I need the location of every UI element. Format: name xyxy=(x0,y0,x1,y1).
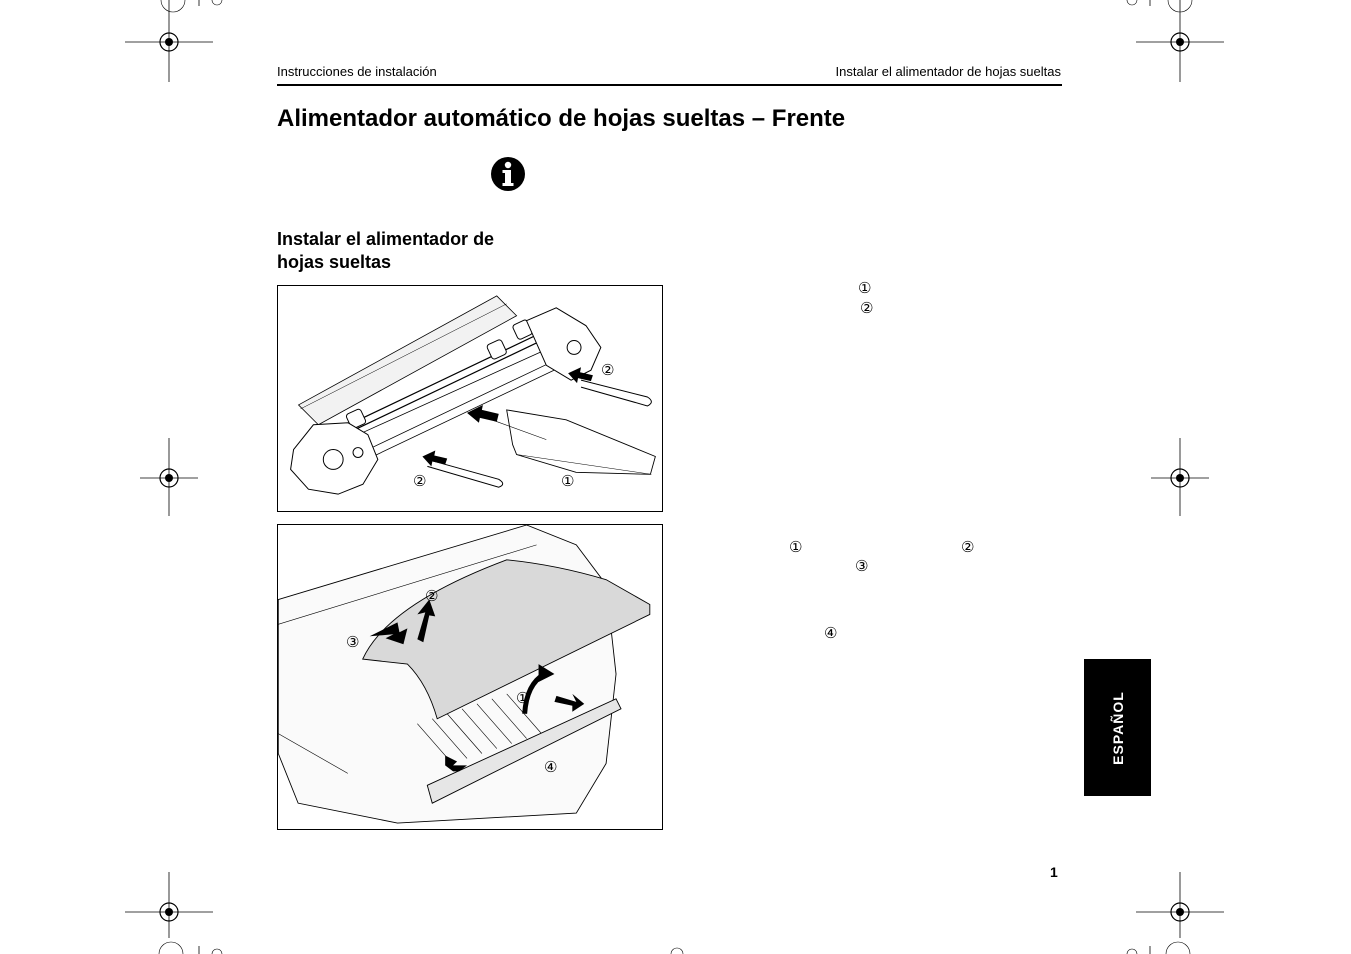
section-heading-line2: hojas sueltas xyxy=(277,252,392,272)
printer-front-illustration xyxy=(278,525,662,829)
text-marker-b2: ② xyxy=(961,539,975,556)
figure-front-cover-removal xyxy=(277,524,663,830)
figure-top-label-2-right: ② xyxy=(601,362,615,379)
registration-mark-bottom-right xyxy=(1114,872,1224,954)
figure-top-label-2-left: ② xyxy=(413,473,427,490)
text-marker-b4: ④ xyxy=(824,625,838,642)
page-number: 1 xyxy=(1050,864,1058,880)
figure-bottom-label-4: ④ xyxy=(544,759,558,776)
registration-mark-bottom-left xyxy=(125,872,235,954)
figure-bottom-label-2: ② xyxy=(425,588,439,605)
figure-top-label-1: ① xyxy=(561,473,575,490)
text-marker-b1: ① xyxy=(789,539,803,556)
text-marker-1: ① xyxy=(858,280,872,297)
registration-mark-mid-right xyxy=(1151,438,1211,518)
header-rule xyxy=(277,84,1062,86)
figure-bottom-label-1: ① xyxy=(516,690,530,707)
page-title: Alimentador automático de hojas sueltas – Frente xyxy=(277,105,846,132)
language-tab xyxy=(1084,659,1151,796)
text-marker-b3: ③ xyxy=(855,558,869,575)
sheet-feeder-illustration xyxy=(278,286,662,511)
section-heading xyxy=(277,228,537,274)
figure-bottom-label-3: ③ xyxy=(346,634,360,651)
running-header-right: Instalar el alimentador de hojas sueltas xyxy=(835,64,1061,79)
registration-mark-top-right xyxy=(1124,0,1224,85)
language-tab-label: ESPAÑOL xyxy=(1109,690,1126,765)
text-marker-2: ② xyxy=(860,300,874,317)
registration-mark-bottom-center xyxy=(662,944,692,954)
info-icon xyxy=(490,156,526,192)
section-heading-line1: Instalar el alimentador de xyxy=(277,229,495,249)
registration-mark-top-left xyxy=(125,0,225,85)
running-header-left: Instrucciones de instalación xyxy=(277,64,437,79)
registration-mark-mid-left xyxy=(140,438,200,518)
figure-sheet-feeder-install xyxy=(277,285,663,512)
